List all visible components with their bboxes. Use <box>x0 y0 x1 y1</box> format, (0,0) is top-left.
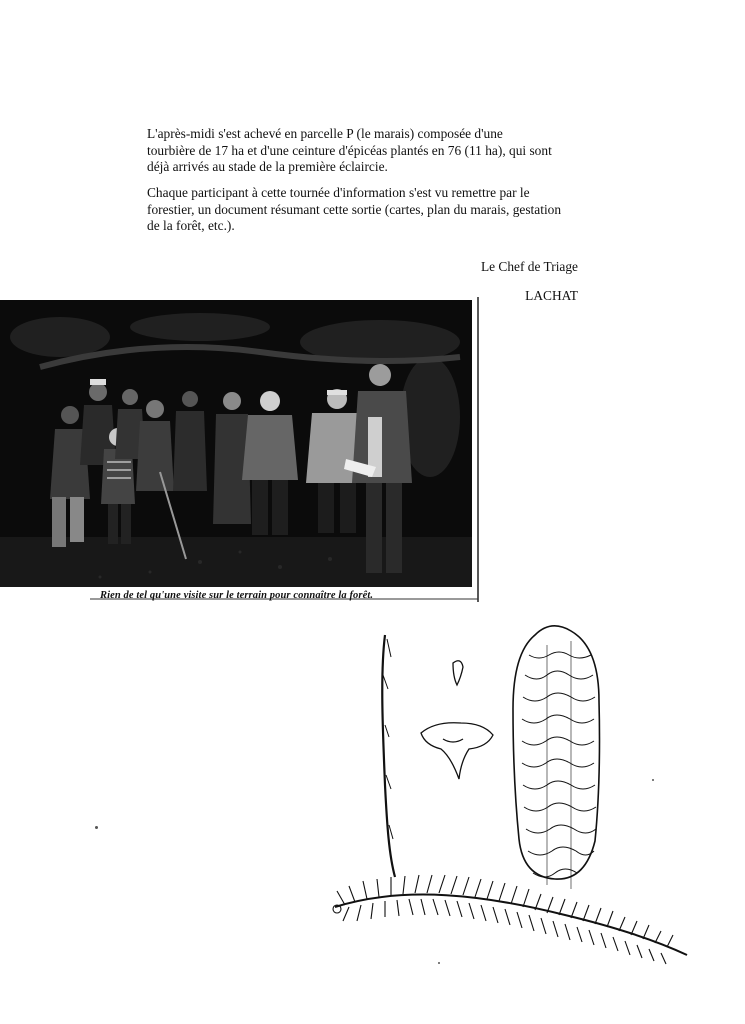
signature-name: LACHAT <box>525 288 578 303</box>
signature-title: Le Chef de Triage <box>480 259 578 274</box>
paragraph-line: déjà arrivés au stade de la première éclaircie. <box>147 159 388 174</box>
group-photo-image <box>0 297 480 602</box>
scan-speck <box>95 826 98 829</box>
paragraph-line: Chaque participant à cette tournée d'information s'est vu remettre par le <box>147 185 530 200</box>
paragraph-afternoon <box>147 126 579 176</box>
paragraph-line: tourbière de 17 ha et d'une ceinture d'épicéas plantés en 76 (11 ha), qui sont <box>147 142 552 158</box>
paragraph-line: L'après-midi s'est achevé en parcelle P (le marais) composée d'une <box>147 126 503 141</box>
scan-speck <box>652 779 654 781</box>
group-photo <box>0 297 480 602</box>
photo-caption: Rien de tel qu'une visite sur le terrain pour connaître la forêt. <box>100 590 374 601</box>
paragraph-participants <box>147 185 579 235</box>
scan-speck <box>438 962 440 964</box>
paragraph-line: forestier, un document résumant cette sortie (cartes, plan du marais, gestation <box>147 201 562 217</box>
paragraph-line: de la forêt, etc.). <box>147 218 235 233</box>
fir-cone-drawing <box>325 615 695 980</box>
